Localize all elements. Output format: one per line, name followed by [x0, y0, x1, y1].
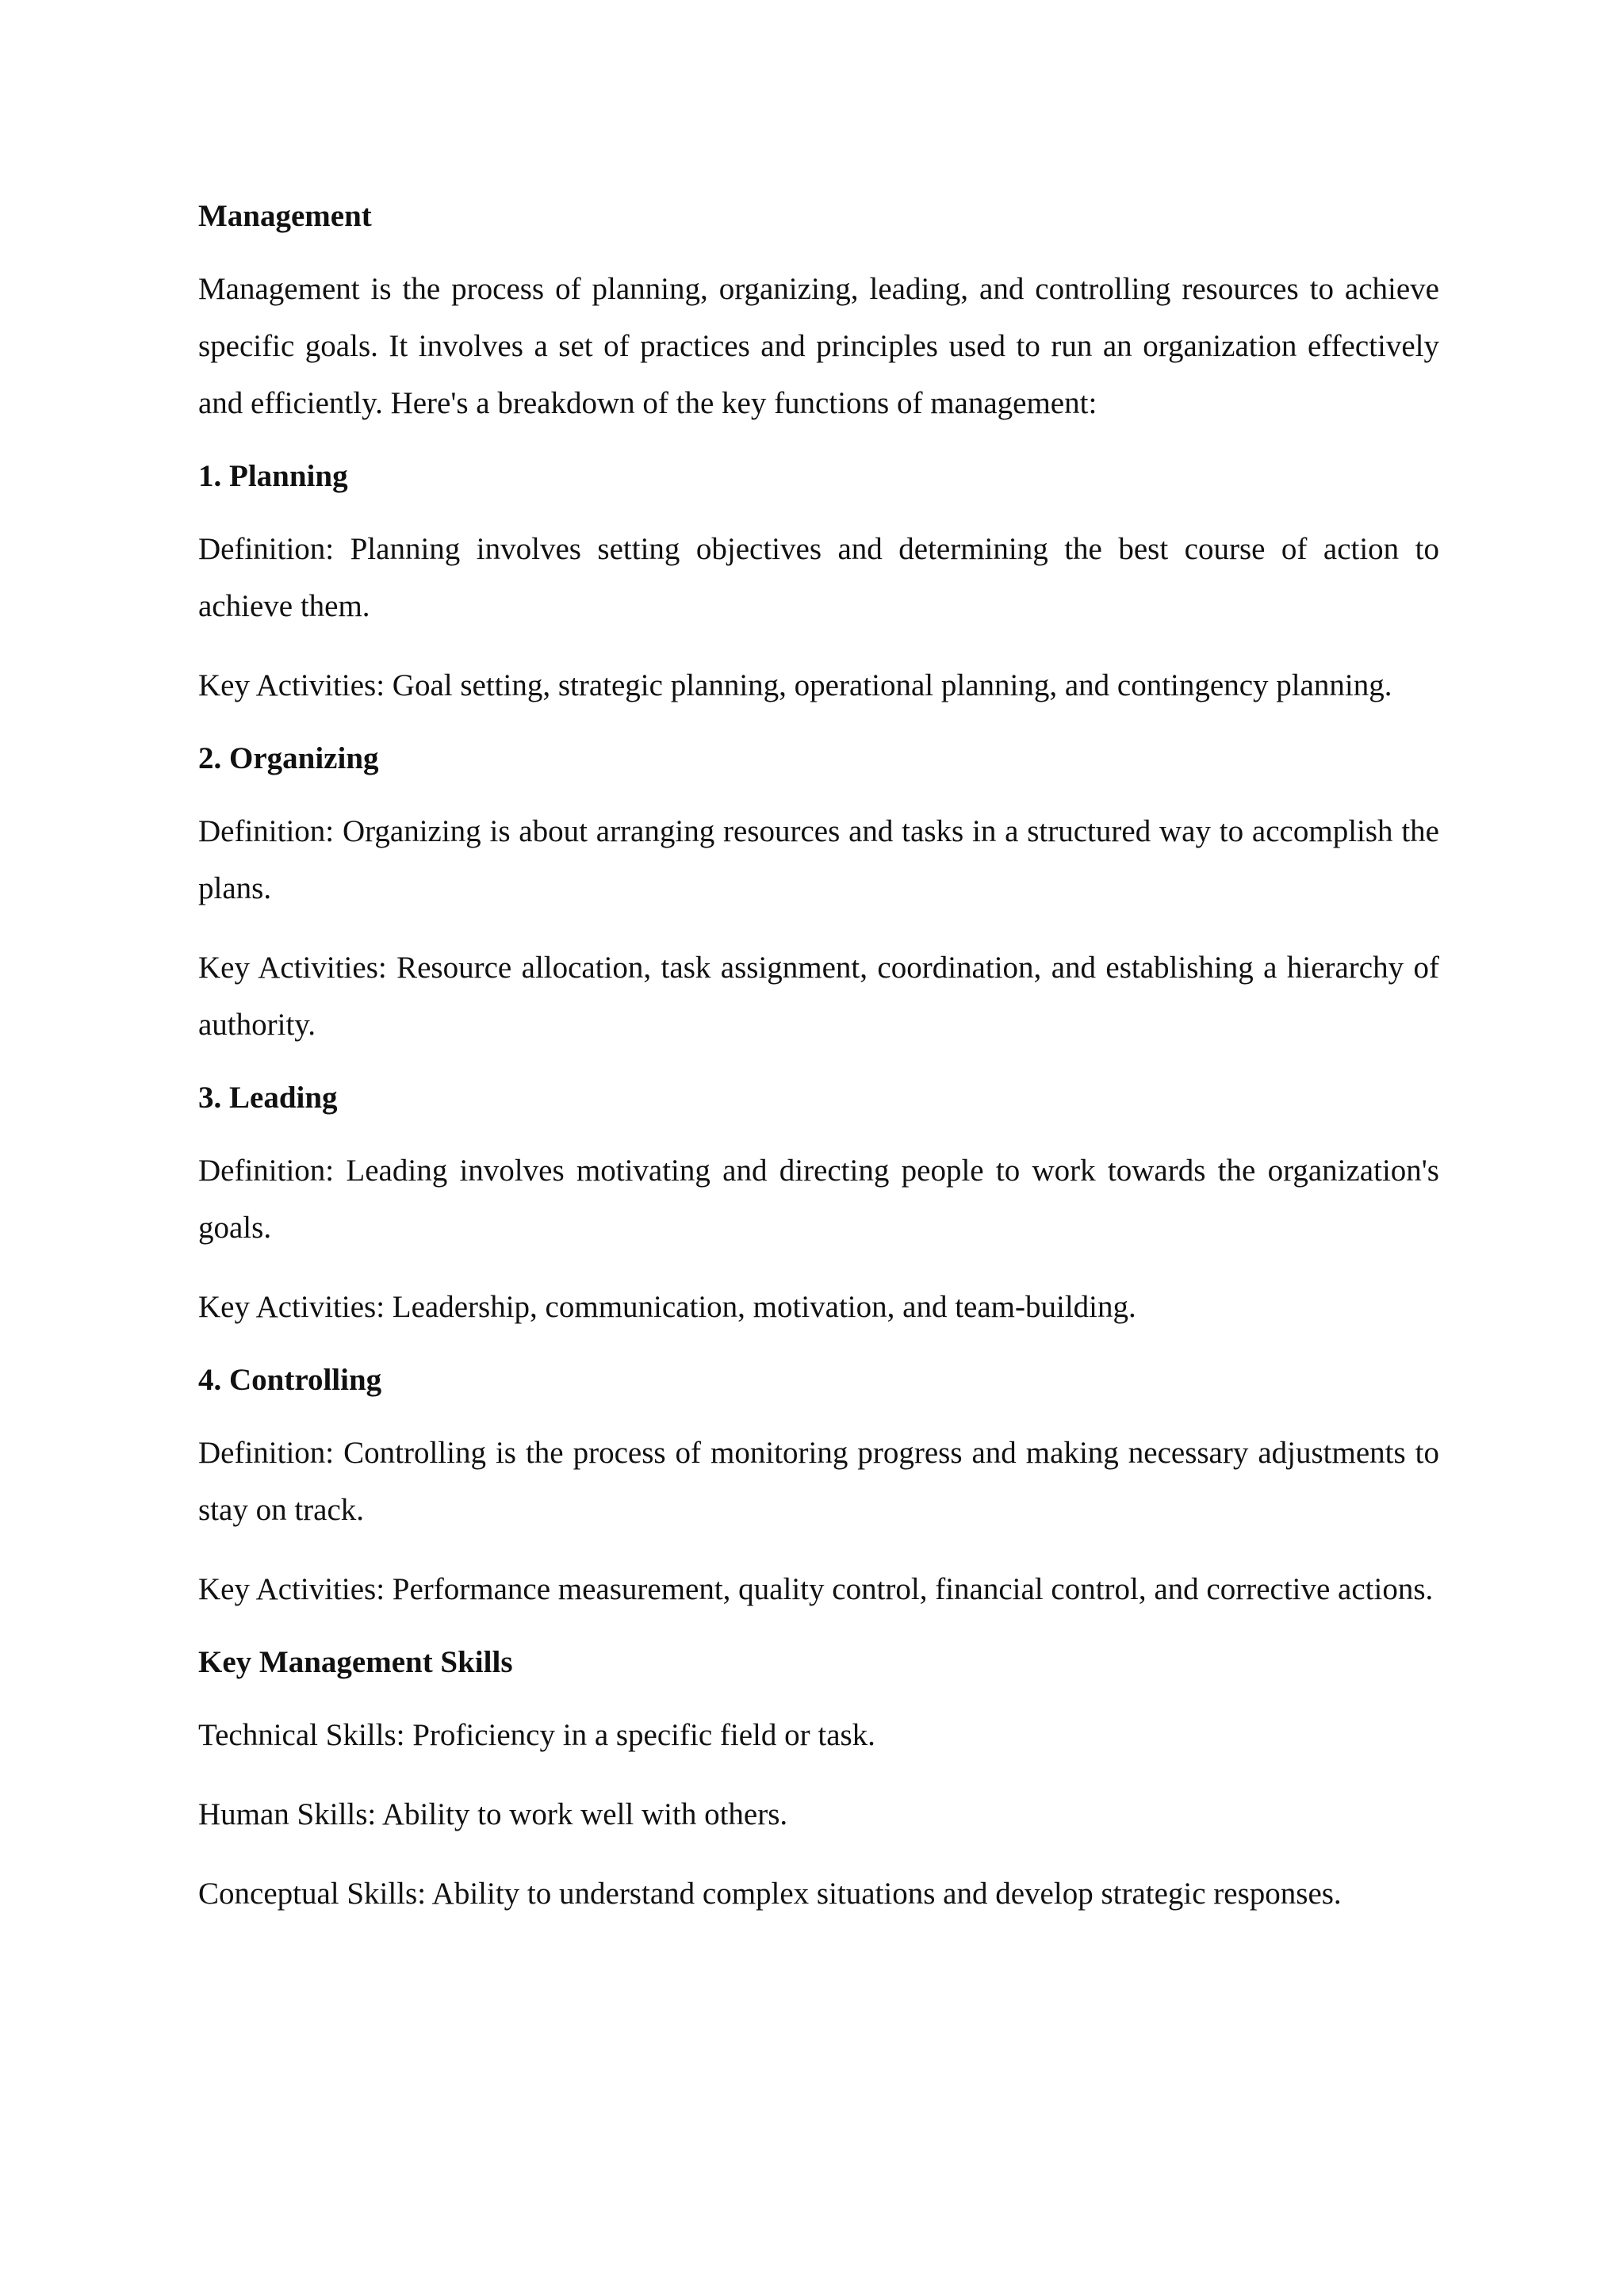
activities-paragraph: Key Activities: Leadership, communication, motivation, and team-building.	[198, 1290, 1136, 1324]
section-heading: Key Management Skills	[198, 1645, 513, 1679]
intro-paragraph: Management is the process of planning, organizing, leading, and controlling resources to achieve specific goals. It involves a set of practices and principles used to run an organization effectively and efficiently. Here's a breakdown of the key functions of management:	[198, 272, 1439, 420]
skills-section	[198, 1640, 1439, 1923]
function-planning	[198, 454, 1439, 714]
skill-item: Human Skills: Ability to work well with others.	[198, 1797, 788, 1831]
function-controlling	[198, 1358, 1439, 1618]
section-heading: 4. Controlling	[198, 1363, 382, 1397]
skill-item: Conceptual Skills: Ability to understand complex situations and develop strategic responses.	[198, 1877, 1342, 1911]
definition-paragraph: Definition: Planning involves setting objectives and determining the best course of action to achieve them.	[198, 532, 1439, 623]
activities-paragraph: Key Activities: Resource allocation, task assignment, coordination, and establishing a hierarchy of authority.	[198, 951, 1439, 1042]
document-title: Management	[198, 199, 372, 233]
definition-paragraph: Definition: Leading involves motivating and directing people to work towards the organization's goals.	[198, 1154, 1439, 1245]
activities-paragraph: Key Activities: Goal setting, strategic planning, operational planning, and contingency planning.	[198, 668, 1392, 702]
function-leading	[198, 1076, 1439, 1336]
section-heading: 1. Planning	[198, 459, 348, 493]
definition-paragraph: Definition: Controlling is the process of monitoring progress and making necessary adjustments to stay on track.	[198, 1436, 1439, 1527]
document-page	[198, 194, 1439, 1945]
section-heading: 3. Leading	[198, 1081, 338, 1115]
function-organizing	[198, 737, 1439, 1054]
definition-paragraph: Definition: Organizing is about arranging resources and tasks in a structured way to accomplish the plans.	[198, 814, 1439, 905]
section-heading: 2. Organizing	[198, 741, 379, 775]
skill-item: Technical Skills: Proficiency in a specific field or task.	[198, 1718, 875, 1752]
activities-paragraph: Key Activities: Performance measurement, quality control, financial control, and corrective actions.	[198, 1572, 1434, 1606]
